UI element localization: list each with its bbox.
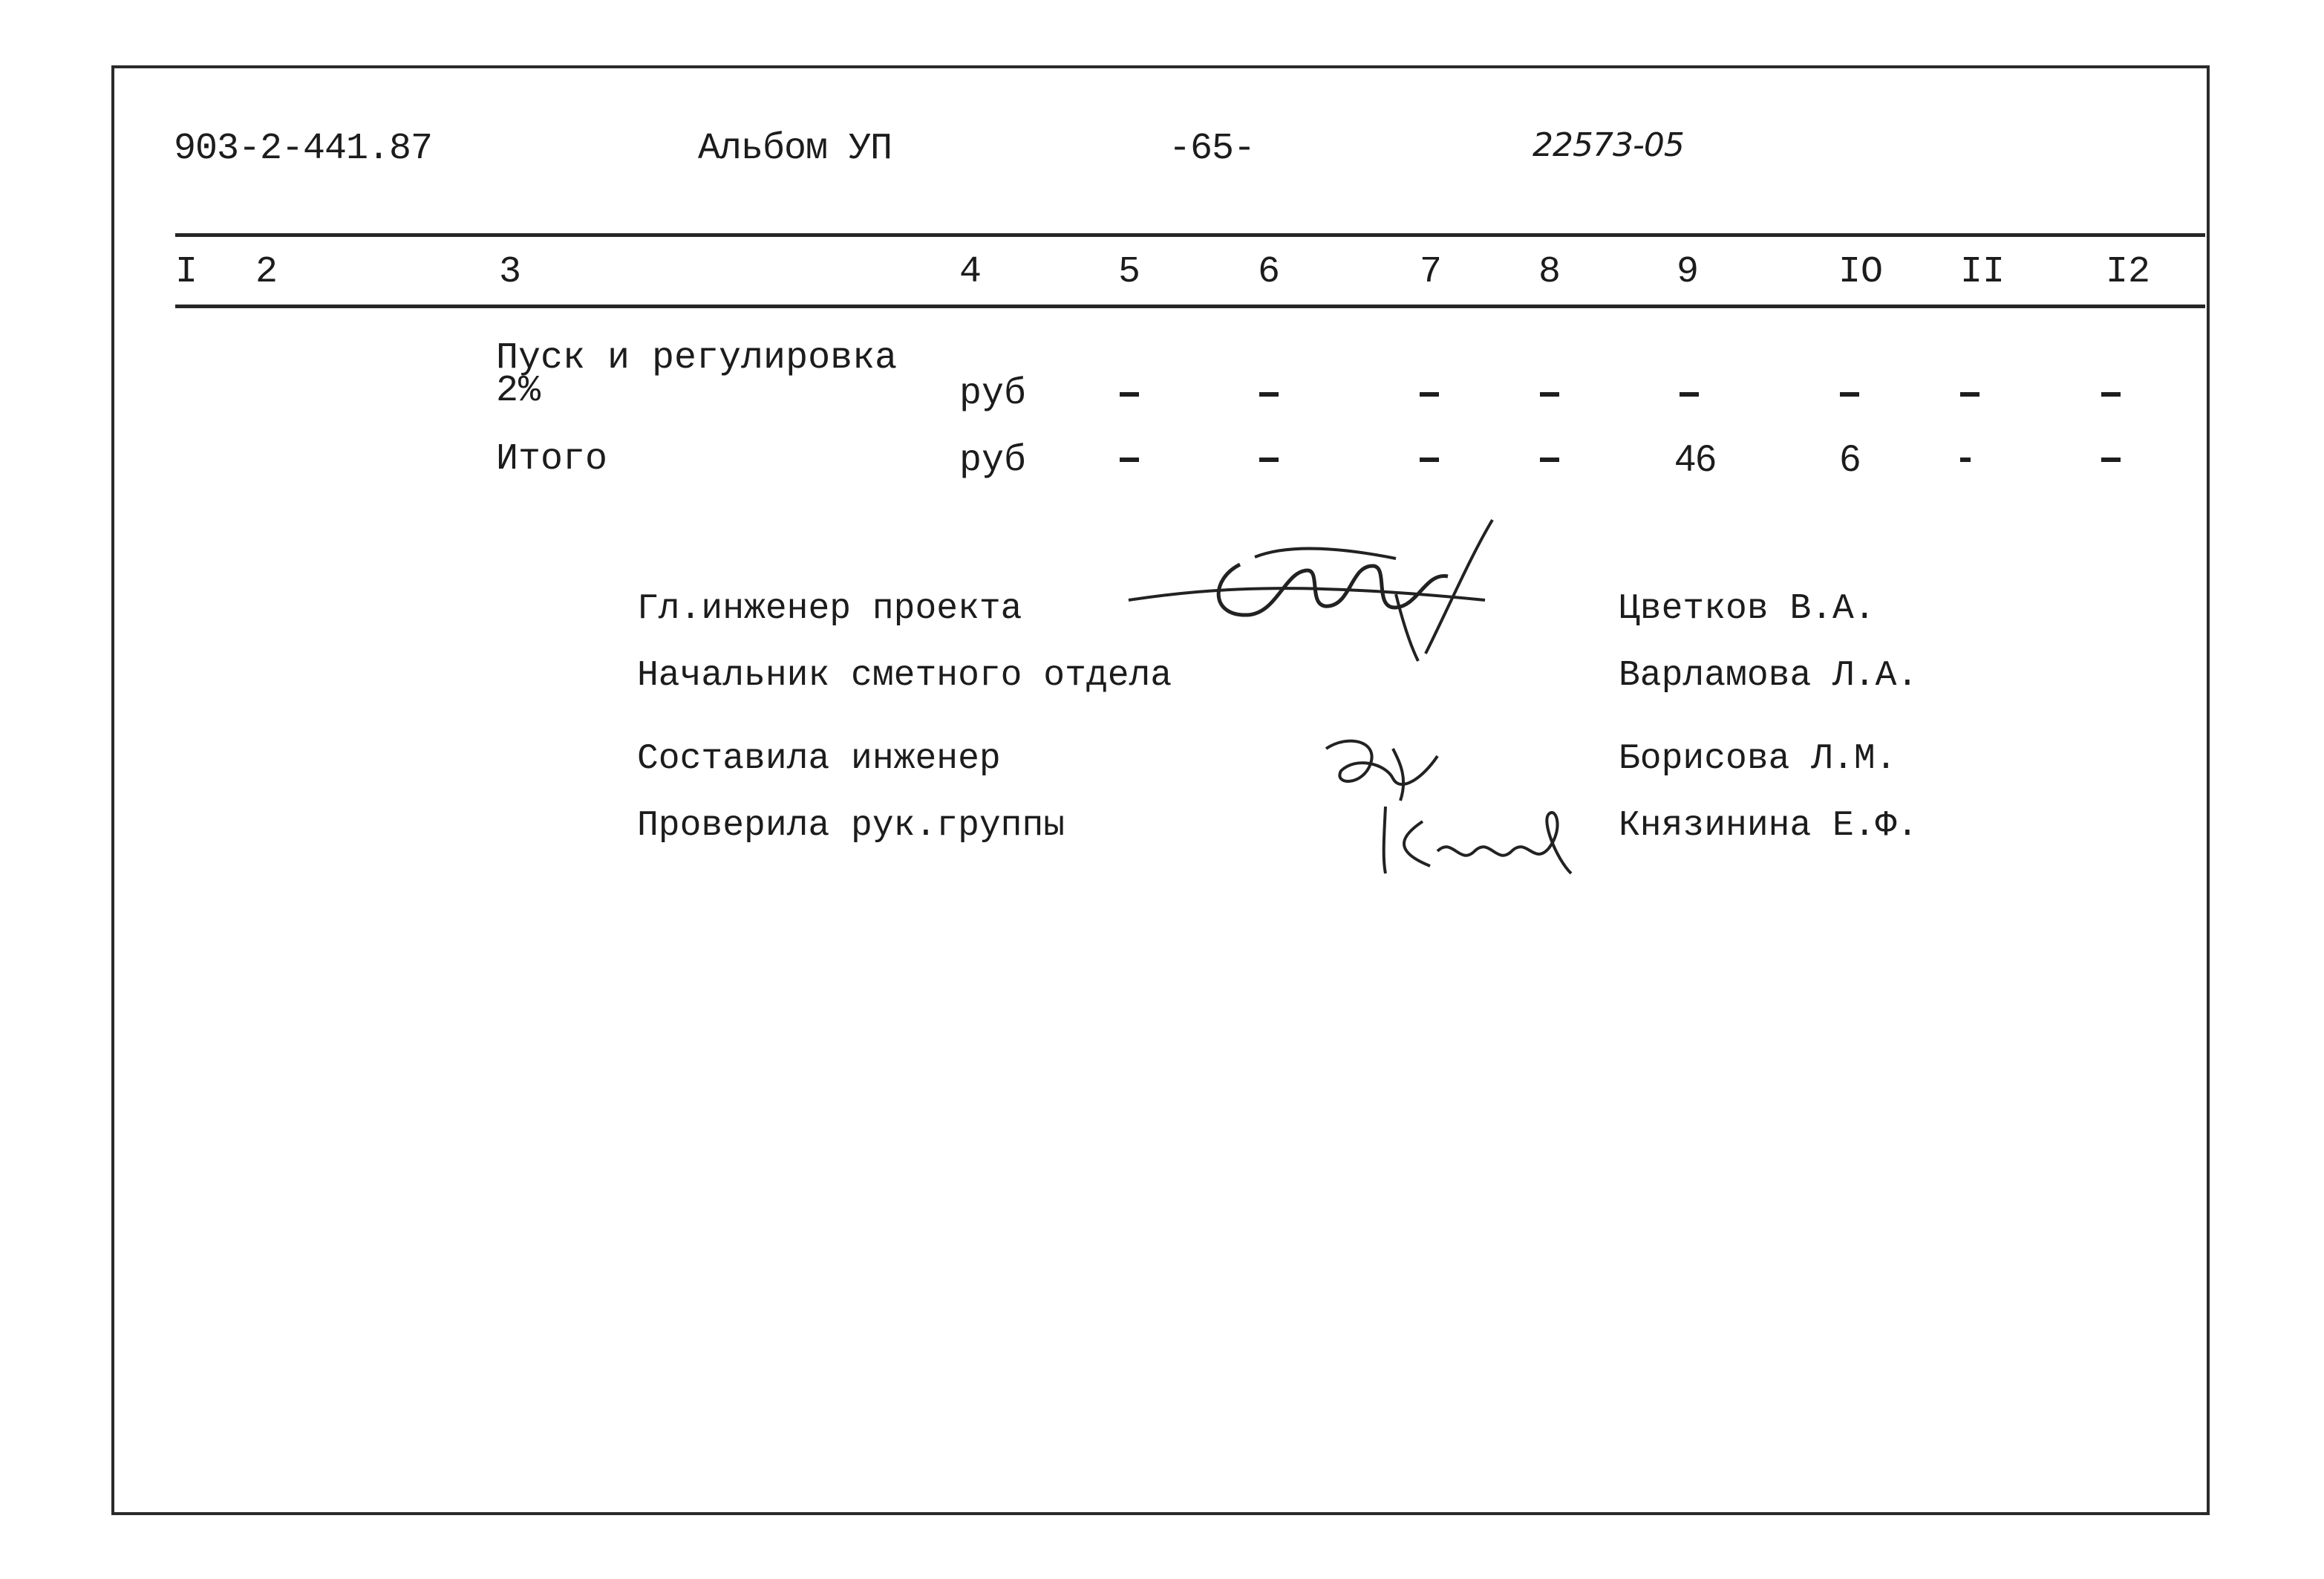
col-num-9: 9 (1677, 251, 1700, 293)
col-num-3: 3 (499, 251, 522, 293)
sig-name-compiled-by: Борисова Л.М. (1619, 739, 1897, 779)
signature-checked-by (1371, 792, 1579, 881)
col-num-10: IO (1838, 251, 1884, 293)
inventory-number: 22573-05 (1533, 126, 1684, 164)
row2-col11-dash (1960, 458, 1971, 462)
table-header-rule (175, 305, 2205, 308)
col-num-2: 2 (255, 251, 278, 293)
sig-name-estimate-head: Варламова Л.А. (1619, 656, 1919, 696)
col-num-5: 5 (1118, 251, 1141, 293)
col-num-7: 7 (1420, 251, 1443, 293)
col-num-11: II (1960, 251, 2005, 293)
album-label: Альбом УП (698, 128, 892, 170)
row1-col10-dash (1840, 392, 1859, 397)
col-num-1: I (175, 251, 198, 293)
sig-name-chief-engineer: Цветков В.А. (1619, 589, 1876, 629)
row2-col9-value: 46 (1675, 437, 1717, 479)
col-num-4: 4 (959, 251, 982, 293)
col-num-12: I2 (2106, 251, 2151, 293)
sig-role-estimate-head: Начальник сметного отдела (637, 656, 1172, 696)
row1-col11-dash (1960, 392, 1979, 397)
row1-name: Пуск и регулировка (496, 337, 898, 380)
row1-col7-dash (1420, 392, 1439, 397)
row2-col5-dash (1120, 458, 1139, 462)
row1-col9-dash (1680, 392, 1699, 397)
page-number: -65- (1169, 128, 1256, 170)
row2-unit: руб (959, 440, 1027, 482)
sig-role-checked-by: Проверила рук.группы (637, 806, 1065, 846)
signature-chief-engineer (1129, 512, 1515, 668)
row2-col8-dash (1540, 458, 1559, 462)
row2-col7-dash (1420, 458, 1439, 462)
row1-col8-dash (1540, 392, 1559, 397)
row1-unit: руб (959, 373, 1027, 415)
sig-role-compiled-by: Составила инженер (637, 739, 1001, 779)
row1-col6-dash (1259, 392, 1279, 397)
page-frame (111, 65, 2210, 1515)
row1-name-percent: 2% (496, 370, 541, 412)
table-top-rule (175, 233, 2205, 237)
col-num-8: 8 (1538, 251, 1561, 293)
row2-col10-value: 6 (1840, 437, 1861, 479)
sig-role-chief-engineer: Гл.инженер проекта (637, 589, 1022, 629)
doc-code: 903-2-441.87 (174, 128, 433, 170)
row1-col12-dash (2101, 392, 2121, 397)
row2-name: Итого (496, 438, 608, 481)
row1-col5-dash (1120, 392, 1139, 397)
row2-col12-dash (2101, 458, 2121, 462)
row2-col6-dash (1259, 458, 1279, 462)
col-num-6: 6 (1258, 251, 1281, 293)
sig-name-checked-by: Князинина Е.Ф. (1619, 806, 1919, 846)
